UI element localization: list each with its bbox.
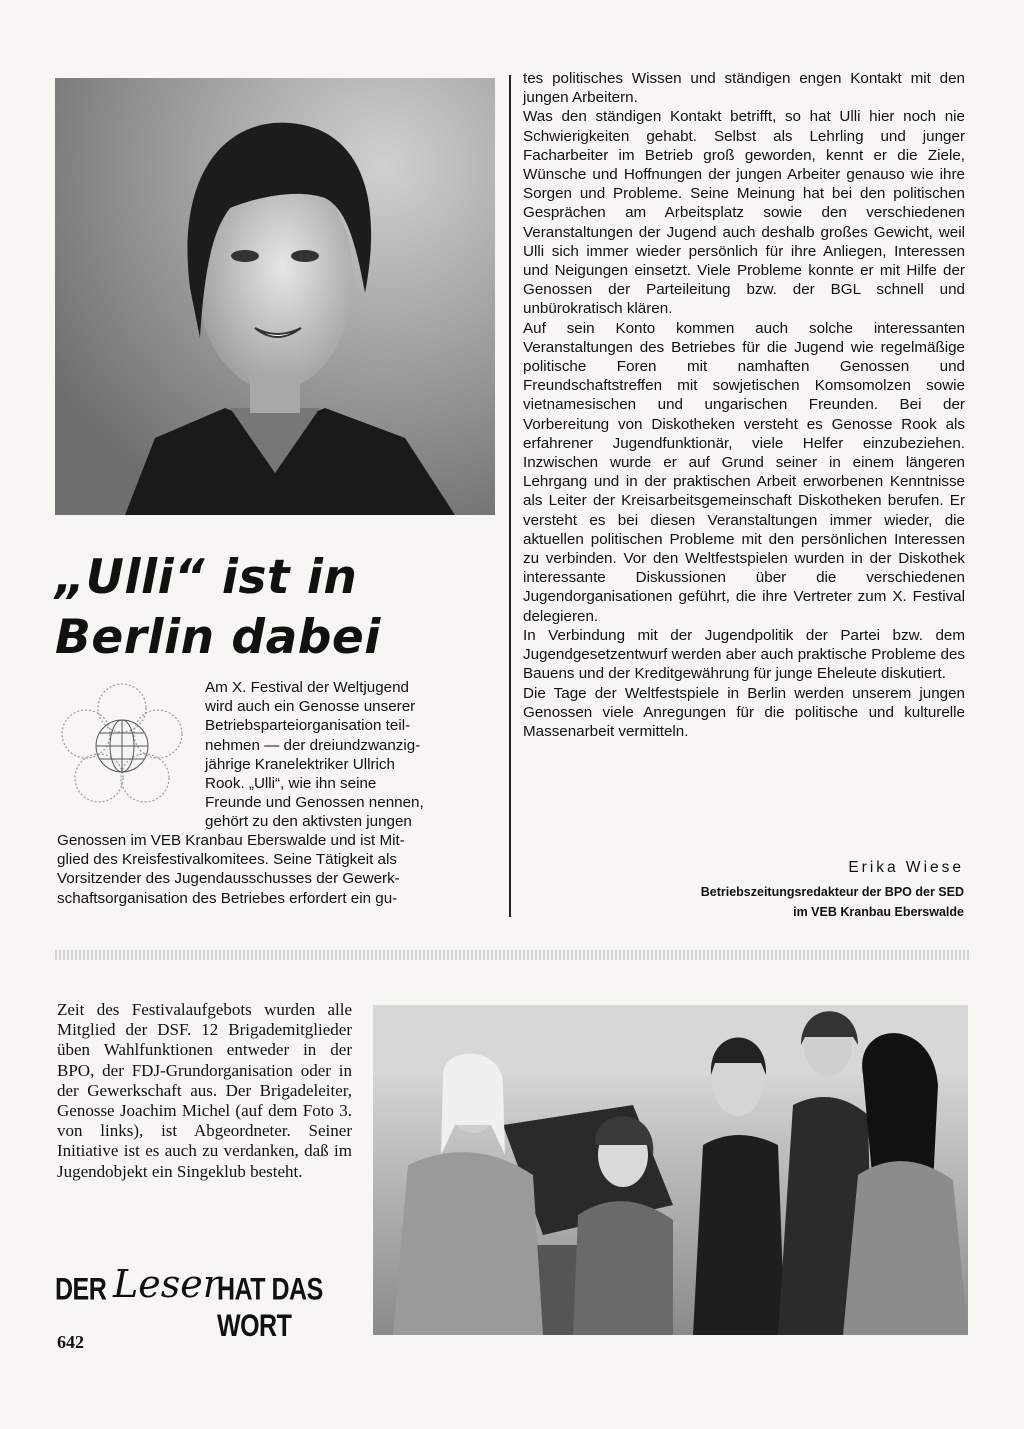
intro-line: nehmen — der dreiundzwanzig- bbox=[205, 736, 421, 754]
intro-line: Genossen im VEB Kranbau Eberswalde und ist Mit- bbox=[57, 832, 405, 849]
group-photo bbox=[373, 1005, 968, 1335]
article-paragraph: tes politisches Wissen und ständigen engen Kontakt mit den jungen Arbeitern. bbox=[523, 70, 965, 107]
photo-caption: Zeit des Festivalaufgebots wurden alle Mitglied der DSF. 12 Brigademitglieder üben Wahlfunktionen entweder in der BPO, der FDJ-Grundorganisation oder in der Gewerkschaft aus. Der Brigadeleiter, Genosse Joachim Michel (auf dem Foto 3. von links), ist Abgeordneter. Seiner Initiative ist es auch zu verdanken, daß im Jugendobjekt ein Singeklub besteht. bbox=[57, 1000, 352, 1181]
section-label-part-2: HAT DAS WORT bbox=[217, 1272, 323, 1344]
author-role-line-1: Betriebszeitungsredakteur der BPO der SED bbox=[700, 885, 964, 899]
intro-line: Am X. Festival der Weltjugend bbox=[205, 679, 409, 696]
article-headline bbox=[55, 548, 495, 668]
column-divider bbox=[509, 75, 511, 917]
section-label-part-1: DER bbox=[55, 1272, 107, 1307]
intro-paragraph-wide bbox=[57, 831, 495, 908]
intro-line: Rook. „Ulli“, wie ihn seine bbox=[205, 775, 377, 793]
author-role bbox=[544, 882, 964, 922]
page-number: 642 bbox=[57, 1332, 84, 1352]
article-paragraph: Die Tage der Weltfestspiele in Berlin werden unserem jungen Genossen viele Anregungen für die politische und kulturelle Massenarbeit vermitteln. bbox=[523, 684, 965, 740]
headline-line-2: Berlin dabei bbox=[55, 610, 381, 665]
author-role-line-2: im VEB Kranbau Eberswalde bbox=[793, 905, 964, 919]
article-paragraph: Was den ständigen Kontakt betrifft, so hat Ulli hier noch nie Schwierigkeiten gehabt. Selbst als Lehrling und junger Facharbeiter im Betrieb groß geworden, kennt er die Ziele, Wünsche und Hoffnungen der jungen Arbeiter genauso wie ihre Sorgen und Probleme. Seine Meinung hat bei den politischen Gesprächen am Arbeitsplatz sowie den verschiedenen Veranstaltungen der Jugend auch deshalb großes Gewicht, weil Ulli sich immer wieder persönlich für ihre Anliegen, Interessen und Neigungen einsetzt. Viele Probleme konnte er mit Hilfe der Genossen der Parteileitung bzw. der BGL schnell und unbürokratisch klären. bbox=[523, 108, 965, 318]
portrait-photo bbox=[55, 78, 495, 515]
author-name: Erika Wiese bbox=[848, 859, 964, 876]
intro-paragraph-narrow bbox=[205, 678, 495, 832]
intro-line: wird auch ein Genosse unserer bbox=[205, 698, 416, 716]
article-paragraph: In Verbindung mit der Jugendpolitik der Partei bzw. dem Jugendgesetzentwurf werden aber auch praktische Probleme des Bauens und der Kreditgewährung für junge Eheleute diskutiert. bbox=[523, 626, 965, 683]
headline-line-1: „Ulli“ ist in bbox=[55, 550, 358, 605]
intro-line: Vorsitzender des Jugendausschusses der Gewerk- bbox=[57, 870, 400, 888]
intro-line: Freunde und Genossen nennen, bbox=[205, 794, 424, 812]
intro-line: glied des Kreisfestivalkomitees. Seine Tätigkeit als bbox=[57, 851, 397, 869]
article-right-column bbox=[523, 69, 965, 741]
section-divider bbox=[55, 950, 970, 960]
article-paragraph: Auf sein Konto kommen auch solche interessanten Veranstaltungen des Betriebes für die Jugend wie regelmäßige politische Foren mit namhaften Genossen und Freundschaftstreffen mit sowjetischen Komsomolzen sowie vietnamesischen und ungarischen Freunden. Bei der Vorbereitung von Diskotheken versteht es Genosse Rook als erfahrener Jugendfunktionär, viele Helfer einzubeziehen. Inzwischen wurde er auf Grund seiner in einem längeren Lehrgang und in der praktischen Arbeit erworbenen Kenntnisse als Leiter der Kreisarbeitsgemeinschaft Diskotheken berufen. Er versteht es bei diesen Veranstaltungen immer wieder, die aktuellen politischen Probleme mit den persönlichen Interessen zu verbinden. Vor den Weltfestspielen wurden in der Diskothek interessante Diskussionen über die verschiedenen Jugendorganisationen geführt, die ihre Vertreter zum X. Festival delegieren. bbox=[523, 319, 965, 625]
section-label-script: Leser bbox=[113, 1262, 221, 1306]
intro-line: schaftsorganisation des Betriebes erfordert ein gu- bbox=[57, 889, 398, 907]
intro-line: jährige Kranelektriker Ullrich bbox=[205, 755, 395, 773]
intro-line: Betriebsparteiorganisation teil- bbox=[205, 717, 411, 735]
intro-line: gehört zu den aktivsten jungen bbox=[205, 813, 412, 831]
festival-flower-globe-icon bbox=[58, 682, 186, 810]
